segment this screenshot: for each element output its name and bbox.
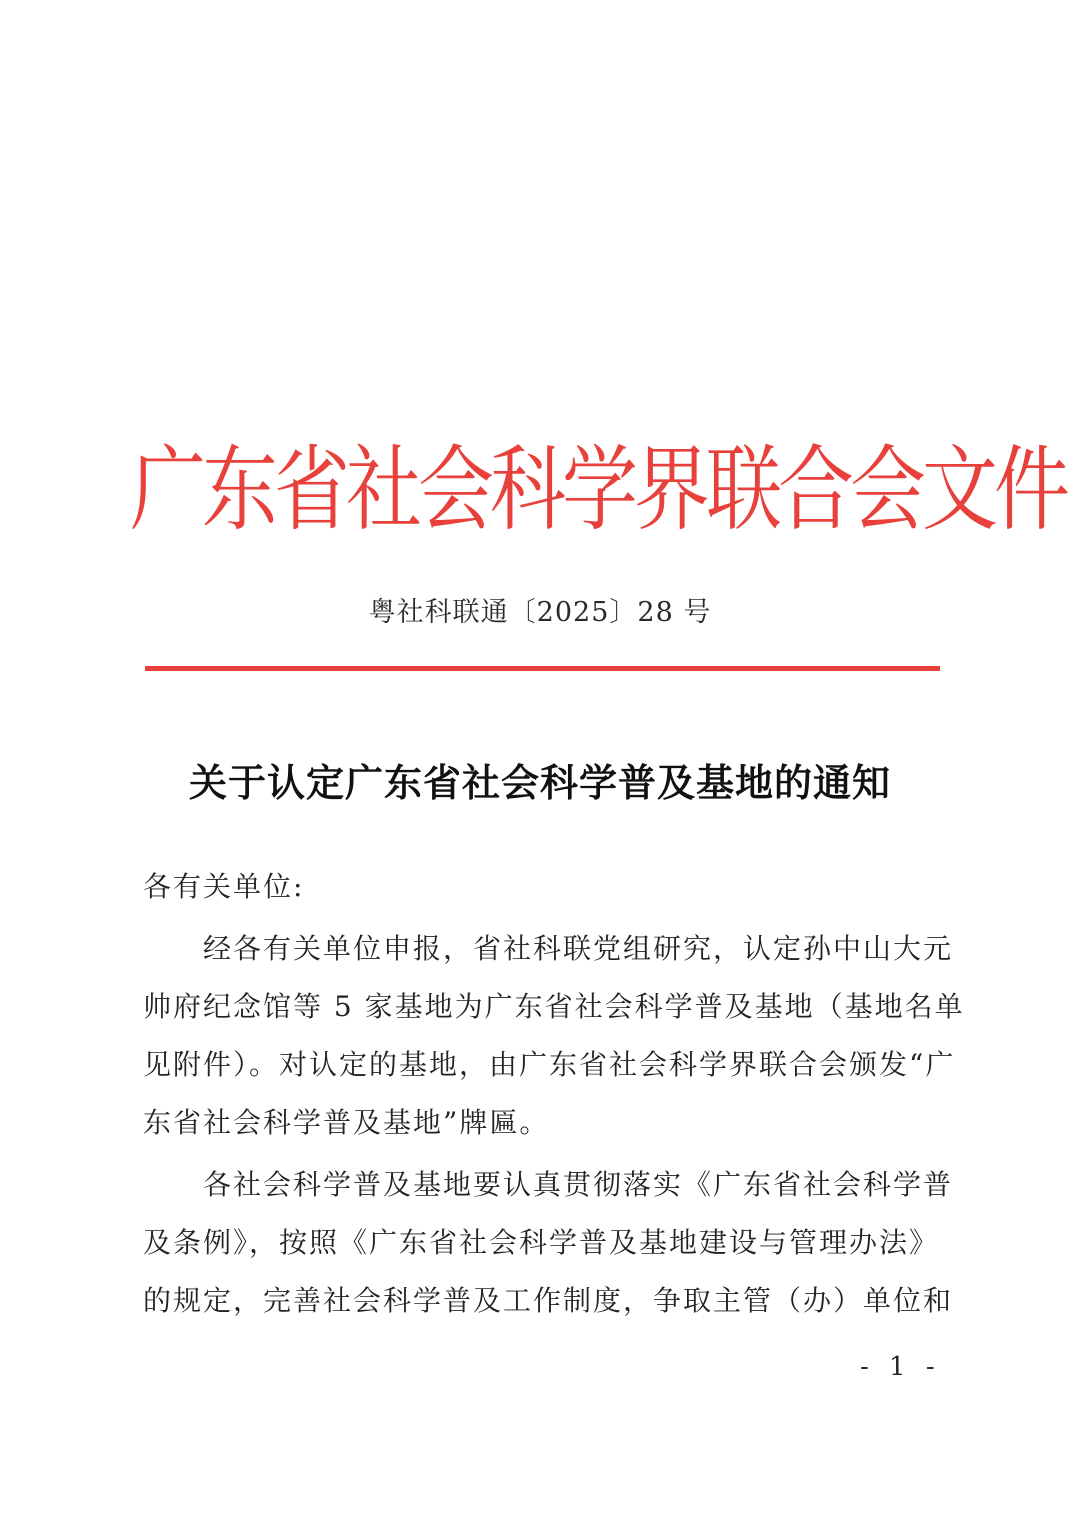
page-number: - 1 -: [860, 1352, 941, 1382]
masthead-title: 广东省社会科学界联合会文件: [130, 435, 1066, 544]
paragraph-1: [143, 920, 965, 1152]
document-body: [143, 858, 965, 1330]
red-divider-line: [145, 666, 940, 671]
salutation: 各有关单位:: [143, 870, 305, 903]
paragraph-line: 的规定，完善社会科学普及工作制度，争取主管（办）单位和: [143, 1284, 954, 1317]
paragraph-line: 见附件）。对认定的基地，由广东省社会科学界联合会颁发“广: [143, 1048, 956, 1081]
paragraph-line: 东省社会科学普及基地”牌匾。: [143, 1106, 550, 1139]
document-number: 粤社科联通〔2025〕28 号: [368, 597, 712, 628]
paragraph-line: 经各有关单位申报，省社科联党组研究，认定孙中山大元: [143, 932, 954, 965]
paragraph-line: 帅府纪念馆等 5 家基地为广东省社会科学普及基地（基地名单: [143, 990, 965, 1023]
paragraph-2: [143, 1156, 954, 1330]
document-title: 关于认定广东省社会科学普及基地的通知: [188, 760, 891, 805]
paragraph-line: 及条例》，按照《广东省社会科学普及基地建设与管理办法》: [143, 1226, 940, 1259]
paragraph-line: 各社会科学普及基地要认真贯彻落实《广东省社会科学普: [143, 1168, 954, 1201]
